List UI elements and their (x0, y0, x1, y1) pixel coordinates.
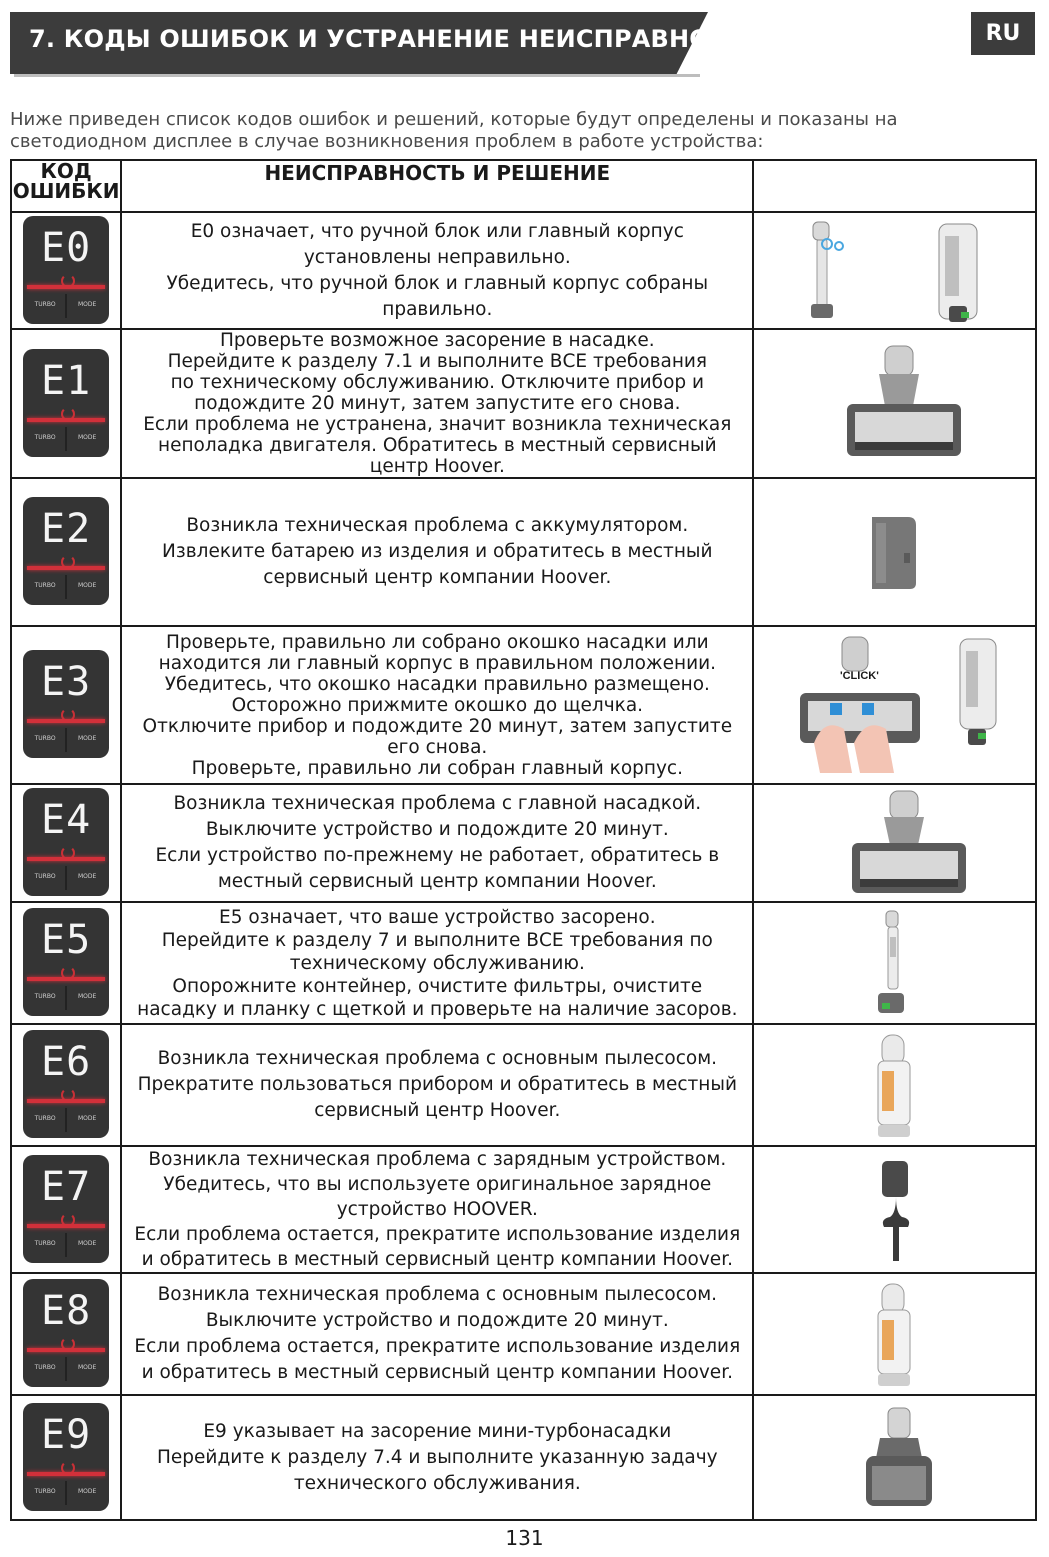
table-row (11, 1146, 1036, 1273)
code-cell (11, 1146, 121, 1273)
mode-label: MODE (77, 735, 97, 742)
description-line: устройство HOOVER. (336, 1199, 538, 1220)
table-row (11, 1024, 1036, 1146)
description-cell (121, 1395, 753, 1520)
red-indicator-line (27, 1224, 105, 1228)
description-cell (121, 1024, 753, 1146)
turbo-label: TURBO (34, 1487, 56, 1495)
code-cell (11, 902, 121, 1024)
code-cell (11, 1024, 121, 1146)
code-cell (11, 329, 121, 478)
header-code-line-1: КОД (40, 159, 92, 183)
display-panel (23, 908, 109, 1016)
description-line: Если проблема не устранена, значит возникла техническая (143, 414, 732, 435)
error-code-display: E7 (41, 1163, 92, 1210)
description-cell (121, 1146, 753, 1273)
description-line: Убедитесь, что окошко насадки правильно размещено. (164, 673, 710, 695)
header-description: НЕИСПРАВНОСТЬ И РЕШЕНИЕ (121, 160, 753, 212)
description-line: Прекратите пользоваться прибором и обратитесь в местный (137, 1074, 738, 1095)
code-cell (11, 1273, 121, 1395)
illustration-cell (753, 212, 1036, 329)
table-row (11, 902, 1036, 1024)
mode-label: MODE (77, 1487, 97, 1495)
description-line: насадку и планку с щеткой и проверьте на наличие засоров. (137, 998, 738, 1020)
description-line: техническому обслуживанию. (289, 952, 585, 974)
error-code-display: E9 (41, 1411, 92, 1458)
turbo-label: TURBO (34, 873, 56, 880)
illustration-cell (753, 329, 1036, 478)
description-line: Проверьте, правильно ли собрано окошко насадки или (165, 631, 709, 653)
description-cell (121, 626, 753, 784)
table-row (11, 784, 1036, 902)
error-code-display: E2 (41, 506, 92, 552)
description-line: Проверьте, правильно ли собран главный корпус. (191, 757, 683, 779)
error-code-display: E8 (41, 1288, 92, 1334)
nozzle-click-illustration (794, 633, 1004, 778)
description-line: сервисный центр Hoover. (314, 1100, 561, 1121)
display-panel (23, 216, 109, 324)
error-code-display: E3 (41, 659, 92, 705)
error-code-display: E1 (41, 357, 92, 404)
stick-vacuum-illustration (872, 907, 912, 1019)
intro-line-2: светодиодном дисплее в случае возникновения проблем в работе устройства: (10, 131, 764, 152)
mode-label: MODE (77, 433, 97, 441)
display-panel (23, 497, 109, 605)
vacuum-assembly-illustration (799, 216, 999, 326)
description-cell (121, 478, 753, 626)
table-row (11, 329, 1036, 478)
red-indicator-line (27, 418, 105, 422)
click-label: 'CLICK' (840, 670, 880, 682)
intro-line-1: Ниже приведен список кодов ошибок и решений, которые будут определены и показаны на (10, 109, 898, 130)
illustration-cell (753, 1395, 1036, 1520)
display-panel (23, 1279, 109, 1387)
illustration-cell (753, 626, 1036, 784)
illustration-cell (753, 784, 1036, 902)
mode-label: MODE (77, 873, 97, 880)
language-badge: RU (971, 12, 1035, 55)
description-line: правильно. (382, 298, 493, 320)
description-line: Возникла техническая проблема с зарядным устройством. (148, 1149, 727, 1170)
red-indicator-line (27, 719, 105, 723)
red-indicator-line (27, 1472, 105, 1476)
description-line: Возникла техническая проблема с основным пылесосом. (157, 1048, 718, 1069)
description-line: E5 означает, что ваше устройство засорено. (219, 906, 656, 928)
mode-label: MODE (77, 1239, 97, 1247)
main-body-illustration (872, 1280, 916, 1390)
mode-label: MODE (77, 1364, 97, 1371)
charger-illustration (866, 1157, 926, 1267)
turbo-label: TURBO (34, 735, 56, 742)
table-header-row (11, 160, 1036, 212)
code-cell (11, 478, 121, 626)
description-line: сервисный центр компании Hoover. (263, 567, 612, 588)
red-indicator-line (27, 1348, 105, 1352)
turbo-label: TURBO (34, 1239, 56, 1247)
red-indicator-line (27, 857, 105, 861)
turbo-label: TURBO (34, 1364, 56, 1371)
code-cell (11, 784, 121, 902)
display-panel (23, 1403, 109, 1511)
table-row (11, 212, 1036, 329)
description-line: Перейдите к разделу 7.4 и выполните указанную задачу (157, 1446, 718, 1468)
description-line: и обратитесь в местный сервисный центр компании Hoover. (141, 1249, 733, 1270)
table-row (11, 626, 1036, 784)
description-line: Опорожните контейнер, очистите фильтры, очистите (172, 975, 703, 997)
description-line: Убедитесь, что ручной блок и главный корпус собраны (166, 272, 709, 294)
header-code (11, 160, 121, 212)
header-image (753, 160, 1036, 212)
header-underline (14, 74, 700, 77)
turbo-label: TURBO (34, 582, 56, 589)
floor-nozzle-illustration (844, 789, 974, 899)
description-cell (121, 329, 753, 478)
description-line: Возникла техническая проблема с основным пылесосом. (157, 1284, 718, 1305)
main-body-illustration (872, 1031, 916, 1141)
code-cell (11, 626, 121, 784)
description-line: Осторожно прижмите окошко до щелчка. (231, 694, 644, 716)
error-code-display: E4 (41, 797, 92, 843)
description-cell (121, 212, 753, 329)
code-cell (11, 212, 121, 329)
illustration-cell (753, 1024, 1036, 1146)
mode-label: MODE (77, 300, 97, 308)
description-line: технического обслуживания. (293, 1472, 581, 1494)
mode-label: MODE (77, 582, 97, 589)
floor-nozzle-illustration (839, 344, 969, 464)
description-line: местный сервисный центр компании Hoover. (217, 871, 657, 892)
display-panel (23, 788, 109, 896)
description-cell (121, 1273, 753, 1395)
description-line: E9 указывает на засорение мини-турбонасадки (203, 1420, 672, 1442)
description-line: и обратитесь в местный сервисный центр компании Hoover. (141, 1362, 733, 1383)
table-row (11, 1395, 1036, 1520)
error-code-display: E6 (41, 1039, 92, 1085)
page-number: 131 (505, 1526, 544, 1550)
intro-text (10, 109, 1010, 153)
red-indicator-line (27, 285, 105, 289)
turbo-label: TURBO (34, 993, 56, 1000)
description-line: неполадка двигателя. Обратитесь в местный сервисный (157, 435, 717, 456)
description-line: центр Hoover. (369, 456, 505, 477)
battery-illustration (864, 513, 924, 593)
code-cell (11, 1395, 121, 1520)
description-line: Убедитесь, что вы используете оригинальное зарядное (163, 1174, 712, 1195)
description-line: Если проблема остается, прекратите использование изделия (134, 1224, 741, 1245)
red-indicator-line (27, 566, 105, 570)
illustration-cell (753, 1273, 1036, 1395)
error-code-display: E5 (41, 917, 92, 963)
error-code-display: E0 (41, 224, 92, 271)
description-line: E0 означает, что ручной блок или главный корпус (190, 220, 684, 242)
mode-label: MODE (77, 1115, 97, 1122)
mode-label: MODE (77, 993, 97, 1000)
display-panel (23, 1155, 109, 1263)
header-code-line-2: ОШИБКИ (12, 179, 120, 203)
description-line: Проверьте возможное засорение в насадке. (219, 330, 655, 351)
error-codes-table (10, 159, 1037, 1521)
description-line: Отключите прибор и подождите 20 минут, затем запустите (142, 715, 733, 737)
illustration-cell (753, 1146, 1036, 1273)
description-cell (121, 784, 753, 902)
turbo-label: TURBO (34, 433, 56, 441)
description-line: Возникла техническая проблема с главной насадкой. (173, 793, 702, 814)
description-line: Возникла техническая проблема с аккумулятором. (186, 515, 689, 536)
display-panel (23, 1030, 109, 1138)
description-line: его снова. (387, 736, 488, 758)
table-row (11, 478, 1036, 626)
description-line: Выключите устройство и подождите 20 минут. (205, 1310, 669, 1331)
description-line: подождите 20 минут, затем запустите его снова. (194, 393, 681, 414)
description-line: Перейдите к разделу 7 и выполните ВСЕ требования по (161, 929, 713, 951)
description-line: Перейдите к разделу 7.1 и выполните ВСЕ требования (167, 351, 708, 372)
red-indicator-line (27, 1099, 105, 1103)
description-line: Если проблема остается, прекратите использование изделия (134, 1336, 741, 1357)
description-line: Выключите устройство и подождите 20 минут. (205, 819, 669, 840)
description-cell (121, 902, 753, 1024)
description-line: Если устройство по-прежнему не работает, обратитесь в (155, 845, 720, 866)
display-panel (23, 650, 109, 758)
table-row (11, 1273, 1036, 1395)
illustration-cell (753, 478, 1036, 626)
display-panel (23, 349, 109, 457)
description-line: Извлеките батарею из изделия и обратитесь в местный (162, 541, 713, 562)
turbo-label: TURBO (34, 1115, 56, 1122)
description-line: установлены неправильно. (303, 246, 571, 268)
mini-turbo-nozzle-illustration (860, 1406, 940, 1516)
description-line: по техническому обслуживанию. Отключите прибор и (170, 372, 705, 393)
turbo-label: TURBO (34, 300, 56, 308)
description-line: находится ли главный корпус в правильном положении. (158, 652, 717, 674)
section-title: 7. КОДЫ ОШИБОК И УСТРАНЕНИЕ НЕИСПРАВНОСТЕЙ (29, 25, 782, 53)
illustration-cell (753, 902, 1036, 1024)
red-indicator-line (27, 977, 105, 981)
